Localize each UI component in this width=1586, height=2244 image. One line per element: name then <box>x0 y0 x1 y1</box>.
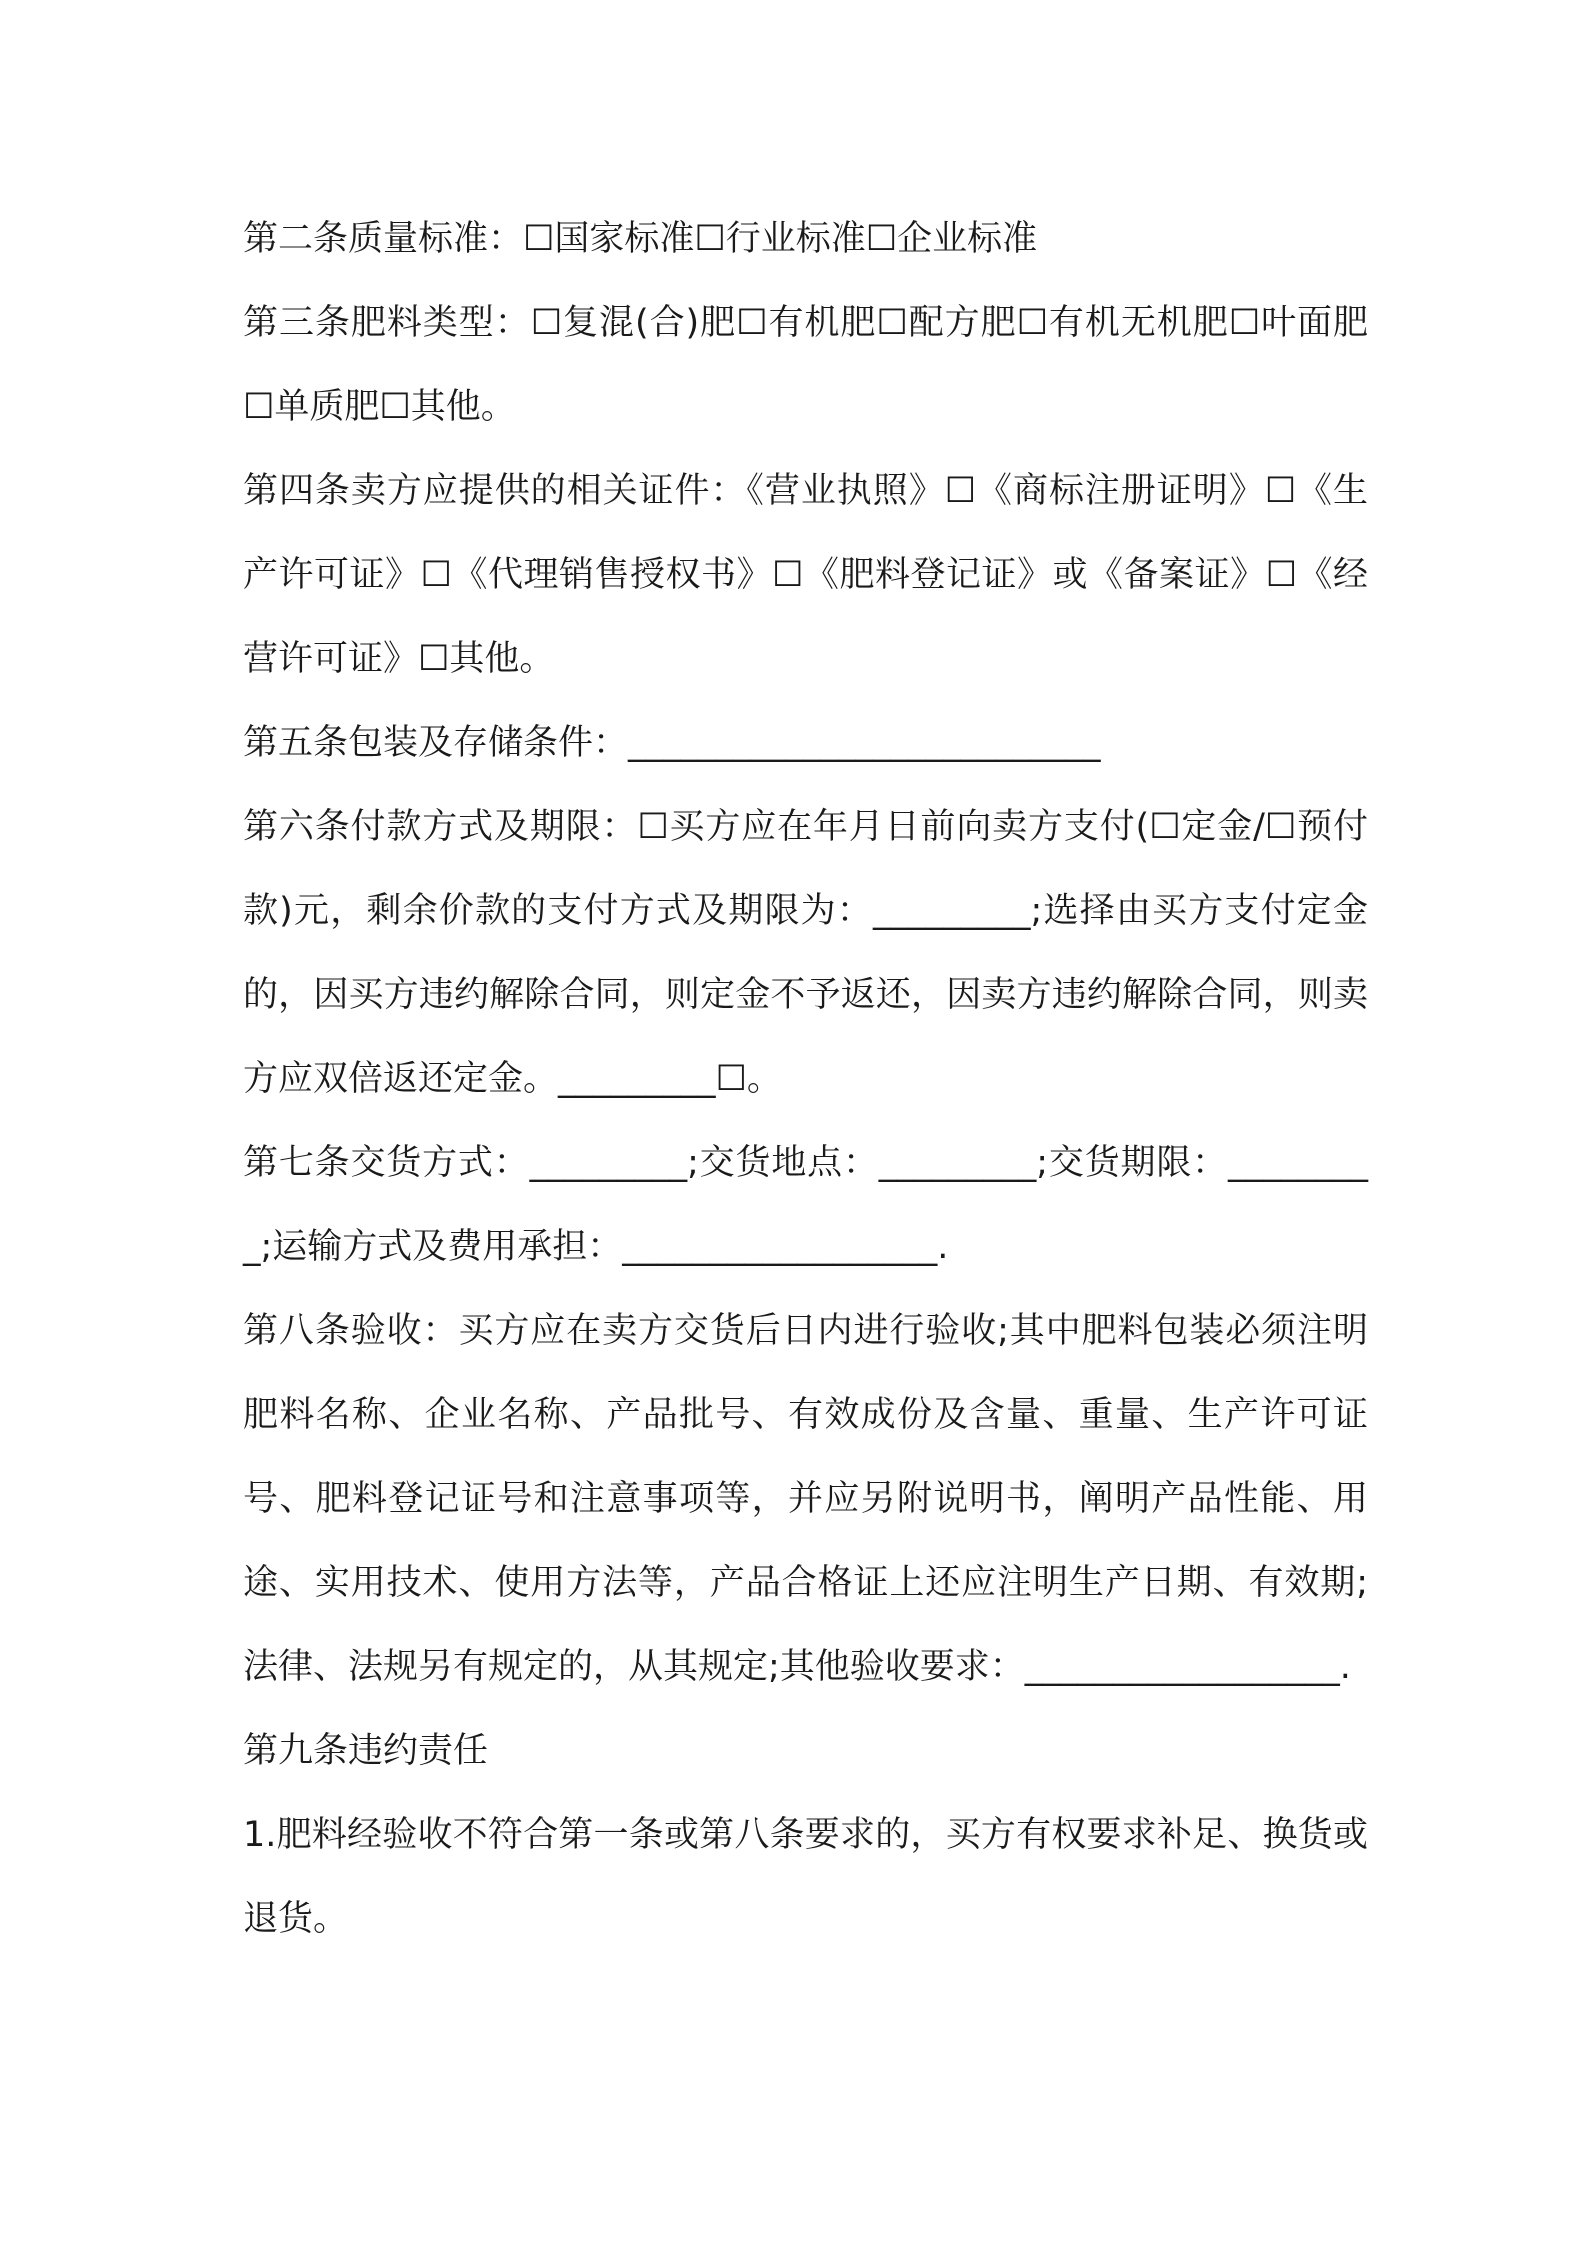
document-page <box>243 197 1368 1961</box>
clause-7-delivery: 第七条交货方式：_________;交货地点：_________;交货期限：_________;运输方式及费用承担：__________________. <box>243 1143 1368 1267</box>
clause-9-item-1: 1.肥料经验收不符合第一条或第八条要求的，买方有权要求补足、换货或退货。 <box>243 1815 1368 1939</box>
clause-6-payment: 第六条付款方式及期限：☐买方应在年月日前向卖方支付(☐定金/☐预付款)元，剩余价款的支付方式及期限为：_________;选择由买方支付定金的，因买方违约解除合同，则定金不予返还，因卖方违约解除合同，则卖方应双倍返还定金。_________☐。 <box>243 807 1368 1099</box>
clause-5-packaging-storage: 第五条包装及存储条件：___________________________ <box>243 723 1101 763</box>
clause-4-certificates: 第四条卖方应提供的相关证件：《营业执照》☐《商标注册证明》☐《生产许可证》☐《代理销售授权书》☐《肥料登记证》或《备案证》☐《经营许可证》☐其他。 <box>243 471 1368 679</box>
clause-3-fertilizer-type: 第三条肥料类型：☐复混(合)肥☐有机肥☐配方肥☐有机无机肥☐叶面肥☐单质肥☐其他。 <box>243 303 1368 427</box>
clause-8-acceptance: 第八条验收：买方应在卖方交货后日内进行验收;其中肥料包装必须注明肥料名称、企业名称、产品批号、有效成份及含量、重量、生产许可证号、肥料登记证号和注意事项等，并应另附说明书，阐明产品性能、用途、实用技术、使用方法等，产品合格证上还应注明生产日期、有效期;法律、法规另有规定的，从其规定;其他验收要求：__________________. <box>243 1311 1368 1687</box>
clause-2-quality-standard: 第二条质量标准：☐国家标准☐行业标准☐企业标准 <box>243 219 1038 259</box>
clause-9-liability-heading: 第九条违约责任 <box>243 1731 489 1771</box>
